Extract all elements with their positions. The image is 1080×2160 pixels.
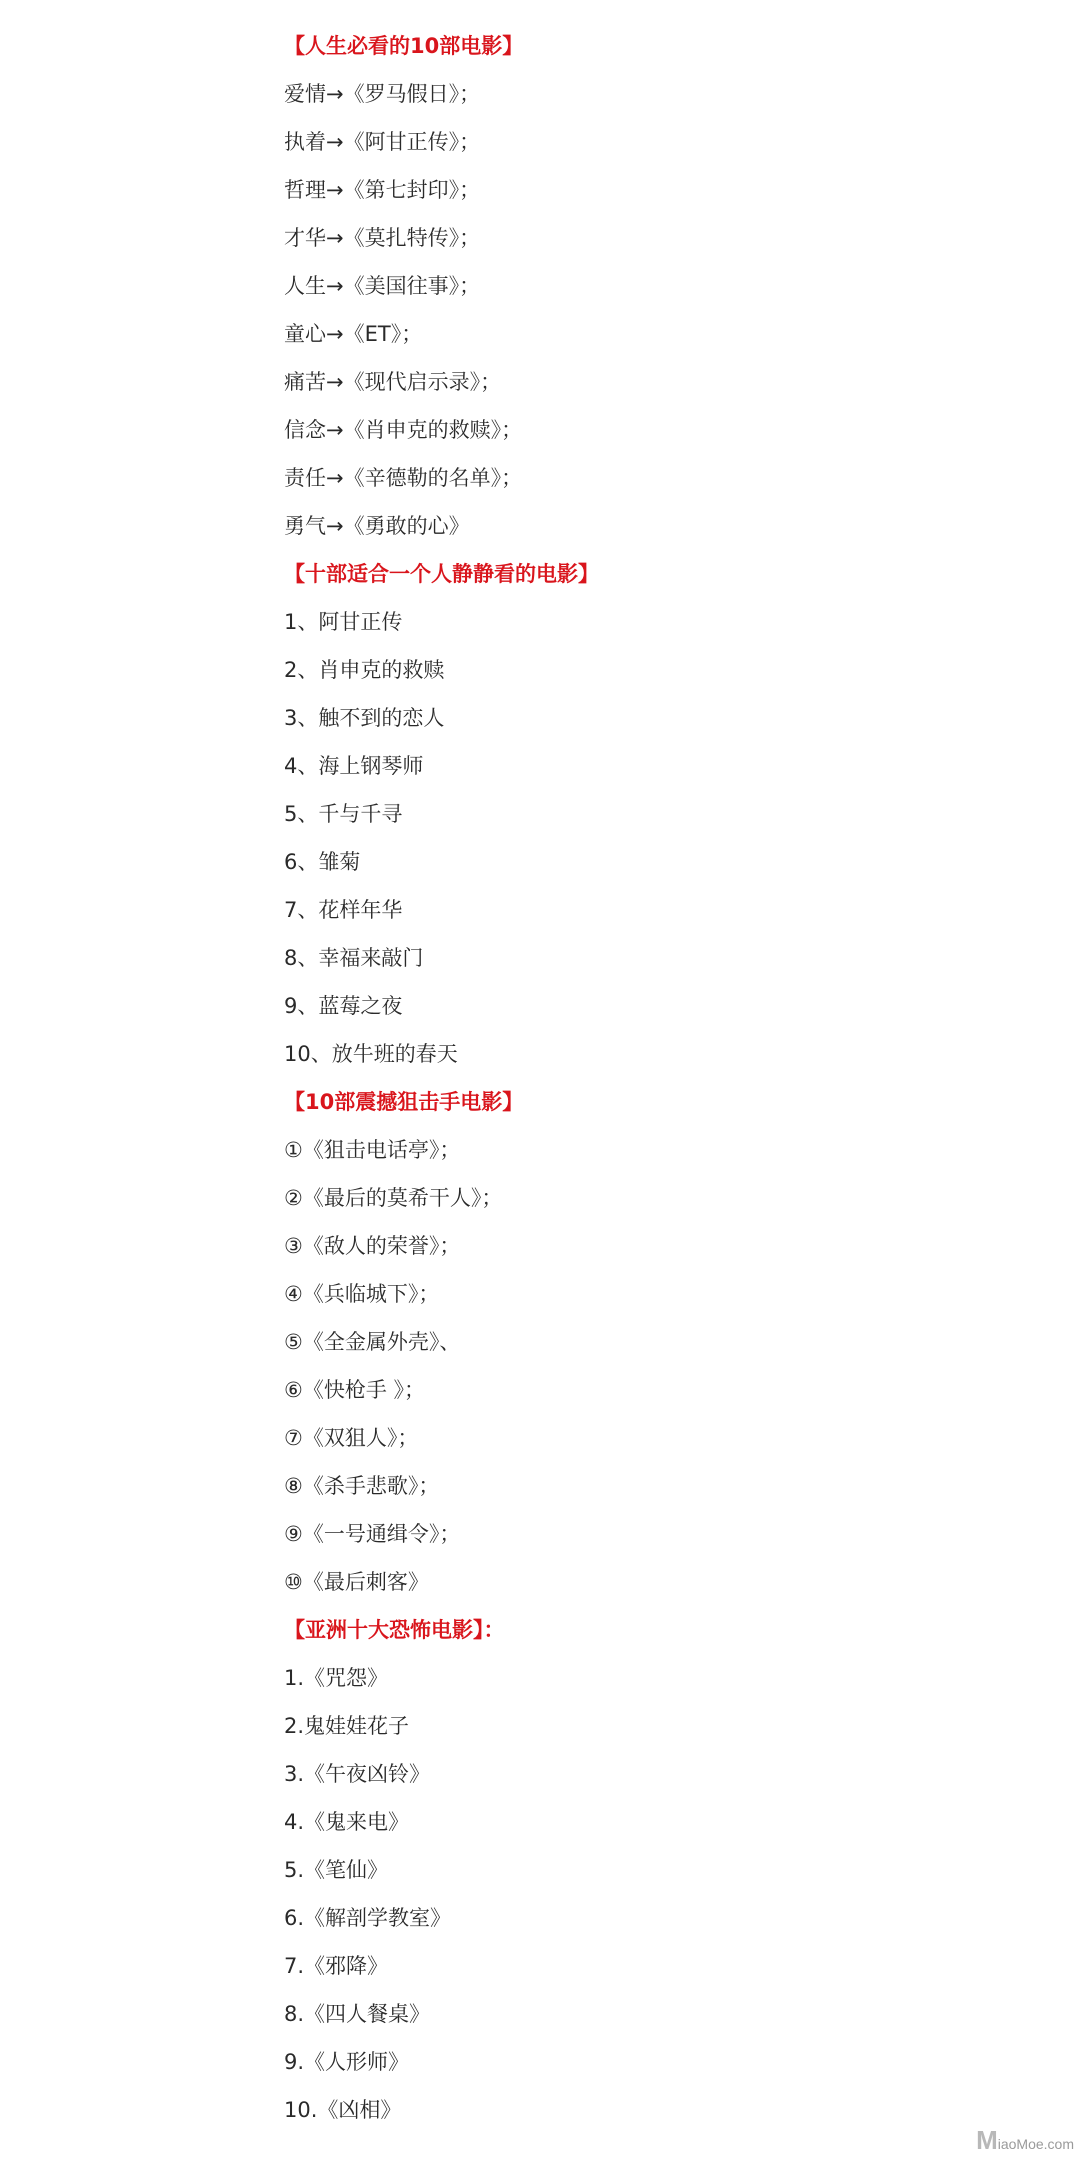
list-item: 信念→《肖申克的救赎》；	[284, 418, 523, 442]
section-sniper-movies	[284, 1078, 1044, 1606]
list-item: 5、千与千寻	[284, 802, 403, 826]
list-item: 2.鬼娃娃花子	[284, 1714, 410, 1738]
section-solo-movies	[284, 550, 1044, 1078]
list-item: 责任→《辛德勒的名单》；	[284, 466, 523, 490]
list-item: 8、幸福来敲门	[284, 946, 424, 970]
list-item: 9、蓝莓之夜	[284, 994, 403, 1018]
list-item: ③《敌人的荣誉》；	[284, 1234, 461, 1258]
list-item: ⑧《杀手悲歌》；	[284, 1474, 440, 1498]
list-item: 6.《解剖学教室》	[284, 1906, 452, 1930]
list-item: 2、肖申克的救赎	[284, 658, 445, 682]
list-item: 3、触不到的恋人	[284, 706, 445, 730]
list-item: ②《最后的莫希干人》；	[284, 1186, 503, 1210]
list-item: 哲理→《第七封印》；	[284, 178, 481, 202]
list-item: 9.《人形师》	[284, 2050, 410, 2074]
list-item: 爱情→《罗马假日》；	[284, 82, 481, 106]
site-watermark	[976, 2125, 1074, 2156]
list-item: 痛苦→《现代启示录》；	[284, 370, 502, 394]
list-item: 10、放牛班的春天	[284, 1042, 458, 1066]
list-item: 8.《四人餐桌》	[284, 2002, 431, 2026]
list-item: ⑨《一号通缉令》；	[284, 1522, 461, 1546]
section-heading: 【十部适合一个人静静看的电影】	[284, 562, 599, 586]
list-item: 3.《午夜凶铃》	[284, 1762, 431, 1786]
list-item: 执着→《阿甘正传》；	[284, 130, 481, 154]
list-item: ⑤《全金属外壳》、	[284, 1330, 461, 1354]
list-item: 7、花样年华	[284, 898, 403, 922]
section-heading: 【10部震撼狙击手电影】	[284, 1090, 524, 1114]
section-horror-movies	[284, 1606, 1044, 2134]
section-heading: 【亚洲十大恐怖电影】：	[284, 1618, 505, 1642]
list-item: 人生→《美国往事》；	[284, 274, 481, 298]
list-item: 4、海上钢琴师	[284, 754, 424, 778]
list-item: ⑦《双狙人》；	[284, 1426, 419, 1450]
document	[284, 22, 1044, 2134]
watermark-initial: M	[976, 2125, 998, 2155]
list-item: ④《兵临城下》；	[284, 1282, 440, 1306]
list-item: 6、雏菊	[284, 850, 361, 874]
list-item: 童心→《ET》；	[284, 322, 423, 346]
list-item: 才华→《莫扎特传》；	[284, 226, 481, 250]
list-item: 5.《笔仙》	[284, 1858, 389, 1882]
list-item: 10.《凶相》	[284, 2098, 402, 2122]
list-item: 1、阿甘正传	[284, 610, 403, 634]
list-item: 勇气→《勇敢的心》	[284, 514, 470, 538]
list-item: ①《狙击电话亭》；	[284, 1138, 461, 1162]
watermark-text: iaoMoe.com	[997, 2136, 1074, 2152]
section-heading: 【人生必看的10部电影】	[284, 34, 524, 58]
list-item: 4.《鬼来电》	[284, 1810, 410, 1834]
section-life-movies	[284, 22, 1044, 550]
list-item: 7.《邪降》	[284, 1954, 389, 1978]
list-item: ⑥《快枪手 》；	[284, 1378, 426, 1402]
list-item: 1.《咒怨》	[284, 1666, 389, 1690]
list-item: ⑩《最后刺客》	[284, 1570, 429, 1594]
